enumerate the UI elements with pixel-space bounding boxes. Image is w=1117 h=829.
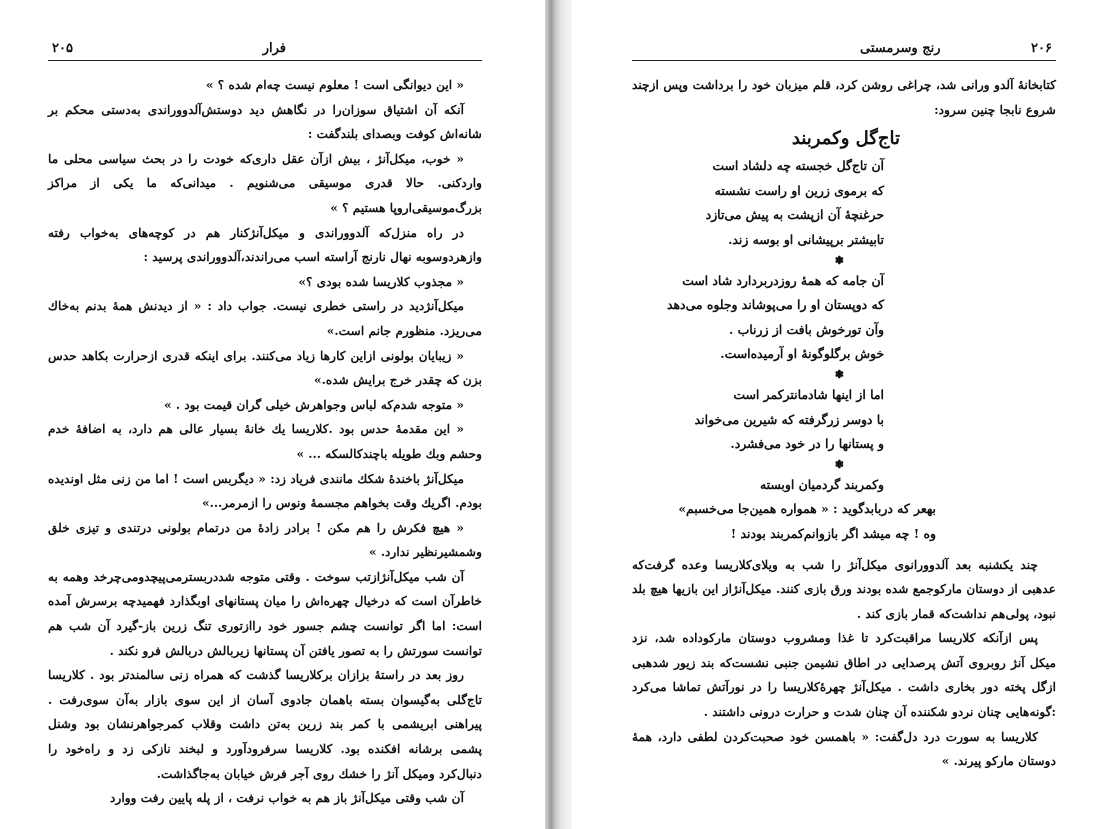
verse-line: بهعر که دربابدگوید : « همواره همین‌جا می‌خسبم» — [678, 501, 936, 517]
page-number: ۲۰۵ — [52, 41, 73, 56]
right-page-body — [632, 73, 1056, 774]
paragraph: میکل‌آنژدید در راستی خطری نیست. جواب داد : « از دیدنش همهٔ بدنم به‌خاك می‌ریزد. منظورم جانم است.» — [48, 299, 482, 338]
stanza-separator-icon: ✽ — [834, 253, 844, 267]
paragraph: آنکه آن اشتیاق سوزان‌را در نگاهش دید دوستش‌آلدووراندی به‌دستی محکم بر شانه‌اش کوفت وبصدای بلند‌گفت : — [48, 102, 482, 142]
paragraph: کلاریسا به سورت درد دل‌گفت: « باهمسن خود صحبت‌کردن لطفی دارد، همهٔ دوستان مارکو پیرند. » — [632, 729, 1056, 769]
verse-line: وکمربند گردمیان اوبسته — [759, 476, 884, 492]
book-gutter — [545, 0, 572, 829]
paragraph: میکل‌آنژ باخندهٔ شکك مانندی فریاد زد: « دیگربس است ! اما من زنی مثل اوندیده بودم. اگریك وقت بخواهم مجسمهٔ ونوس را ازمرمر...» — [48, 471, 482, 511]
verse-line: اما از اینها شادمانتر‌کمر است — [733, 386, 884, 402]
stanza-separator-icon: ✽ — [834, 367, 844, 381]
poem-title: تاج‌گل وکمربند — [791, 128, 900, 150]
paragraph: آن شب وقتی میکل‌آنژ باز هم به خواب نرفت ، از پله پایین رفت ووارد — [110, 791, 464, 806]
verse-line: که دوپستان او را می‌پوشاند وجلوه می‌دهد — [667, 297, 884, 313]
paragraph: « مجذوب کلاریسا شده بودی ؟» — [298, 274, 464, 289]
verse-line: وه ! چه میشد اگر بازوانم‌کمربند بودند ! — [730, 525, 936, 541]
left-page — [0, 0, 545, 829]
paragraph: « متوجه شدم‌که لباس وجواهرش خیلی گران قیمت بود . » — [164, 397, 464, 412]
verse-line: وآن تورخوش بافت از زرناب . — [728, 321, 884, 337]
left-page-header — [48, 38, 482, 61]
paragraph: « خوب، میکل‌آنژ ، بیش ازآن عقل داری‌که خودت را در بحث سیاسی محلی ما وارد‌کنی. حالا قدری موسیقی می‌شنویم . میدانی‌که ما یکی از مراکز بزرگ‌موسیقی‌اروپا هستیم ؟ » — [48, 151, 482, 215]
paragraph: چند یکشنبه بعد آلدوورانوی میکل‌آنژ را شب به ویلای‌کلاریسا وعده گرفت‌که عدهبی از دوستان مارکوجمع شده بودند ورق بازی کنند. میکل‌آنژاز این بازیها هیچ بلد نبود، پولی‌هم نداشت‌که قمار بازی کند . — [632, 557, 1056, 621]
running-title: فرار — [262, 41, 286, 56]
paragraph: آن شب میکل‌آنژازتب سوخت . وقتی متوجه شددربستر‌می‌پیچدومی‌چرخد وهمه به خاطرآن است که درخیال چهره‌اش را میان پستانهای اوبگذارد فهمیدچه برسرش آمده است: اما اگر توانست چشم جسور خود راازتوری تنگ زرین باز-گیرد آن شب هم توانست سورتش را به تصور یافتن آن پستانها زیربالش دربالش فرو نکند . — [48, 569, 482, 658]
left-page-body — [48, 73, 482, 811]
paragraph: « این دیوانگی است ! معلوم نیست چه‌ام شده ؟ » — [205, 78, 464, 92]
verse-line: تابیشتر برپیشانی او بوسه زند. — [728, 231, 884, 247]
paragraph: روز بعد در راستهٔ بزازان بر‌کلاریسا گذشت که همراه زنی سالمندتر بود . کلاریسا تاج‌گلی به‌گیسوان بسته باهمان جادوی آسان از این سوی بازار به‌آن سوی‌رفت . پیراهنی ابریشمی با کمر بند زرین به‌تن داشت وقلاب کمرجواهرنشان بود وشنل پشمی برشانه افکنده بود. کلاریسا سرفرودآورد و لبخند نازکی زد و راه‌خود را دنبال‌کرد ومیکل آنژ را خشك روی آجر فرش خیابان به‌جاگذاشت. — [48, 668, 482, 781]
paragraph: « زیبایان بولونی ازاین کارها زیاد می‌کنند. برای اینکه قدری ازحرارت بکاهد حدس بزن که چقدر خرج برایش شده.» — [48, 348, 482, 388]
verse-line: آن تاج‌گل خجسته چه دلشاد است — [712, 158, 884, 174]
paragraph: در راه منزل‌که آلدووراندی و میکل‌آنژکنار هم در کوچه‌های به‌خواب رفته وازهردوسوبه نهال نارنج آراسته اسب می‌راندند،آلدووراندی پرسید : — [48, 225, 482, 265]
page-number: ۲۰۶ — [1031, 41, 1052, 56]
running-title: رنج وسرمستی — [860, 41, 941, 56]
verse-line: حرغنچهٔ آن ازپشت به پیش می‌تازد — [705, 207, 884, 223]
paragraph: پس ازآنکه کلاریسا مراقبت‌کرد تا غذا ومشروب دوستان مارکوداده شد، نزد میکل آنژ روبروی آتش پرصدایی در اطاق نشیمن جنبی نشست‌که بند زیور شدهبی ازگل پخته دور بخاری داشت . میکل‌آنژ چهرهٔ‌کلاریسا را در نورآتش تماشا می‌کرد :‌گونه‌هایی چنان نردو شکننده آن چنان شدت و حرارت درونی داشتند . — [632, 631, 1056, 720]
verse-line: با دوسر زر‌گرفته که شیرین می‌خواند — [694, 411, 884, 427]
right-page-header — [632, 38, 1056, 61]
verse-line: که برموی زرین او راست نشسته — [714, 182, 884, 198]
paragraph: « این مقدمهٔ حدس بود .کلاریسا یك خانهٔ بسیار عالی هم دارد، به اضافهٔ خدم وحشم وبك طویله باچندکالسکه ... » — [48, 422, 482, 461]
verse-line: و پستانها را در خود می‌فشرد. — [730, 436, 884, 452]
stanza-separator-icon: ✽ — [834, 457, 844, 471]
verse-line: خوش بر‌گلوگونهٔ او آرمیده‌است. — [720, 346, 884, 362]
verse-line: آن جامه که همهٔ روزدربردارد شاد است — [682, 272, 884, 288]
right-page — [572, 0, 1117, 829]
intro-paragraph: کتابخانهٔ آلدو ورانی شد، چراغی روشن کرد، قلم میزبان خود را برداشت وپس ازچند شروع نابجا چنین سرود: — [632, 78, 1056, 117]
paragraph: « هیچ فکرش را هم مکن ! برادر زادهٔ من درتمام بولونی درتندی و تیزی خلق وشمشیرنظیر ندارد. » — [48, 520, 482, 560]
